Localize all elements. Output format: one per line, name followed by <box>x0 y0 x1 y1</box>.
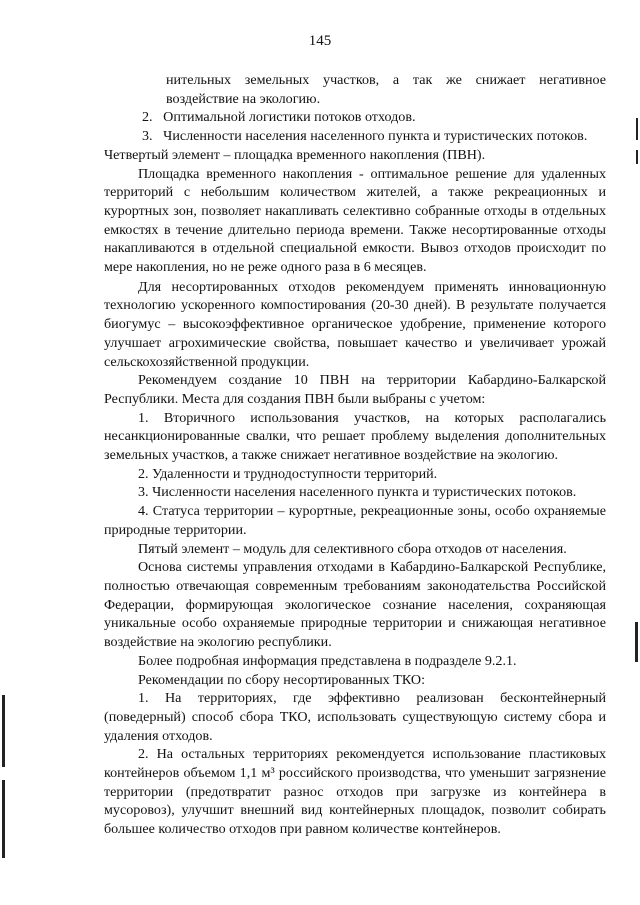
paragraph-more-info: Более подробная информация представлена в подразделе 9.2.1. <box>138 652 517 669</box>
list-number: 3. <box>142 128 153 145</box>
list-item-plastic-containers: 2. На остальных территориях рекомендуется использование пластиковых контейнеров объемом 1,1 м³ российского производства, что уменьшит загрязнение территории (предотвратит разнос отходов при загрузке из контейнера в мусоровоз), улучшит внешний вид контейнерных площадок, позволит собирать большее количество отходов при равном количестве контейнеров. <box>104 746 606 838</box>
paragraph-pvn-recommendation: Рекомендуем создание 10 ПВН на территории Кабардино-Балкарской Республики. Места для создания ПВН были выбраны с учетом: <box>104 372 606 407</box>
paragraph-composting: Для несортированных отходов рекомендуем применять инновационную технологию ускоренного компостирования (20-30 дней). В результате получается биогумус – высокоэффективное органическое удобрение, применение которого улучшает агрохимические свойства, повышает качество и увеличивает урожай сельскохозяйственной продукции. <box>104 278 606 370</box>
scan-mark-left <box>2 695 5 767</box>
scan-mark-right <box>635 622 638 662</box>
document-body <box>104 71 606 839</box>
paragraph-recommendations-heading: Рекомендации по сбору несортированных ТКО: <box>138 671 426 688</box>
numbered-item-3 <box>104 127 606 146</box>
numbered-item-2 <box>104 108 606 127</box>
scan-mark-left <box>2 780 5 858</box>
list-item-bagless-collection: 1. На территориях, где эффективно реализован бесконтейнерный (поведерный) способ сбора ТКО, использовать существующую систему сбора и удаления отходов. <box>104 690 606 744</box>
list-item-remoteness: 2. Удаленности и труднодоступности территорий. <box>138 465 438 482</box>
paragraph-system-basis: Основа системы управления отходами в Кабардино-Балкарской Республике, полностью отвечающая современным требованиям законодательства Российской Федерации, формирующая экологическое сознание населения, сохраняющая уникальные особо охраняемые природные территории и снижающая негативное воздействие на экологию республики. <box>104 559 606 651</box>
paragraph-fourth-element: Четвертый элемент – площадка временного накопления (ПВН). <box>104 146 486 163</box>
list-item-text: Оптимальной логистики потоков отходов. <box>163 109 416 126</box>
paragraph-pvn-description: Площадка временного накопления - оптимальное решение для удаленных территорий с небольшим количеством жителей, а также рекреационных и курортных зон, позволяет накапливать селективно собранные отходы в отдельных емкостях в течение длительно периода времени. Также несортированные отходы накапливаются в отдельной специальной емкости. Вывоз отходов происходит по мере накопления, но не реже одного раза в 6 месяцев. <box>104 165 606 276</box>
scan-mark-right <box>636 118 638 140</box>
list-item-population: 3. Численности населения населенного пункта и туристических потоков. <box>138 484 577 501</box>
scan-mark-right <box>636 150 638 164</box>
list-number: 2. <box>142 109 153 126</box>
list-item-territory-status: 4. Статуса территории – курортные, рекреационные зоны, особо охраняемые природные территории. <box>104 503 606 538</box>
paragraph-fifth-element: Пятый элемент – модуль для селективного сбора отходов от населения. <box>138 540 567 557</box>
list-item-secondary-use: 1. Вторичного использования участков, на которых располагались несанкционированные свалки, что решает проблему выделения дополнительных земельных участков, а также снижает негативное воздействие на экологию. <box>104 409 606 464</box>
page-number: 145 <box>308 33 332 49</box>
list-item-text: Численности населения населенного пункта и туристических потоков. <box>163 128 588 145</box>
paragraph-continuation: нительных земельных участков, а так же снижает негативное воздействие на экологию. <box>166 72 606 107</box>
